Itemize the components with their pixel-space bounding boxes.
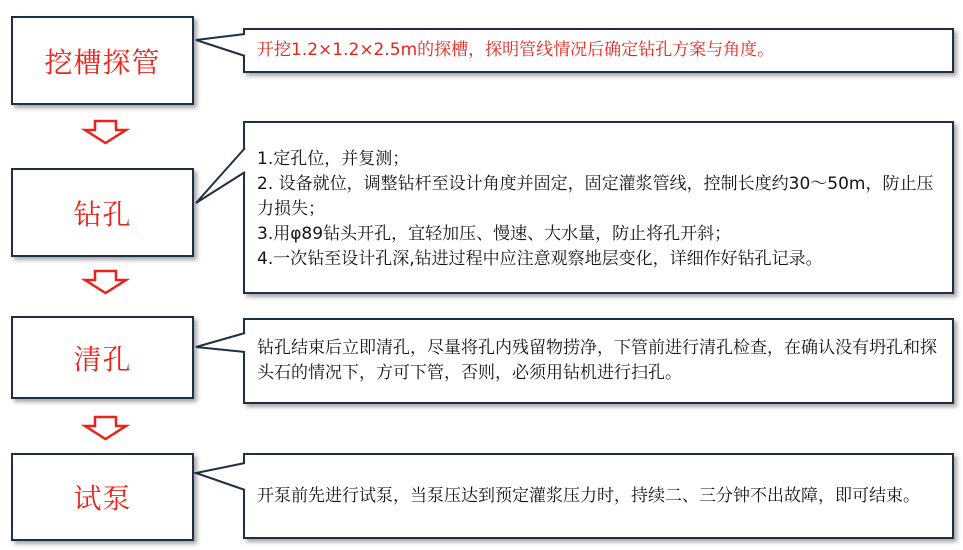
callout-test-pump (243, 453, 954, 539)
step-box-drilling (11, 168, 194, 257)
down-arrow-icon (85, 417, 126, 439)
callout-text: 钻孔结束后立即清孔，尽量将孔内残留物捞净，下管前进行清孔检查，在确认没有坍孔和探头石的情况下，方可下管，否则，必须用钻机进行扫孔。 (257, 338, 937, 383)
callout-line-3: 3.用φ89钻头开孔，宜轻加压、慢速、大水量，防止将孔开斜； (257, 224, 732, 244)
down-arrow-icon (85, 271, 126, 293)
callout-clean-hole (243, 318, 954, 404)
callout-pointer (196, 34, 245, 56)
callout-pointer (196, 148, 245, 203)
callout-pointer (196, 463, 245, 490)
step-box-test-pump (11, 453, 194, 541)
step-label-test-pump: 试泵 (73, 482, 132, 515)
callout-dig-trench (243, 28, 954, 73)
step-box-clean-hole (11, 316, 194, 399)
callout-text: 开泵前先进行试泵，当泵压达到预定灌浆压力时，持续二、三分钟不出故障，即可结束。 (257, 485, 920, 506)
step-label-drilling: 钻孔 (73, 197, 132, 231)
callout-line-2: 2. 设备就位，调整钻杆至设计角度并固定，固定灌浆管线，控制长度约30～50m，防止压力损失； (257, 174, 934, 219)
callout-line-4: 4.一次钻至设计孔深,钻进过程中应注意观察地层变化，详细作好钻孔记录。 (257, 249, 823, 269)
callout-line-1: 1.定孔位，并复测； (257, 149, 410, 169)
step-box-dig-trench (11, 16, 194, 105)
step-label-clean-hole: 清孔 (73, 342, 132, 376)
step-label-dig-trench: 挖槽探管 (44, 45, 161, 79)
callout-drilling (243, 121, 954, 294)
callout-pointer (196, 333, 245, 352)
down-arrow-icon (85, 121, 126, 143)
callout-text: 开挖1.2×1.2×2.5m的探槽，探明管线情况后确定钻孔方案与角度。 (257, 40, 775, 60)
